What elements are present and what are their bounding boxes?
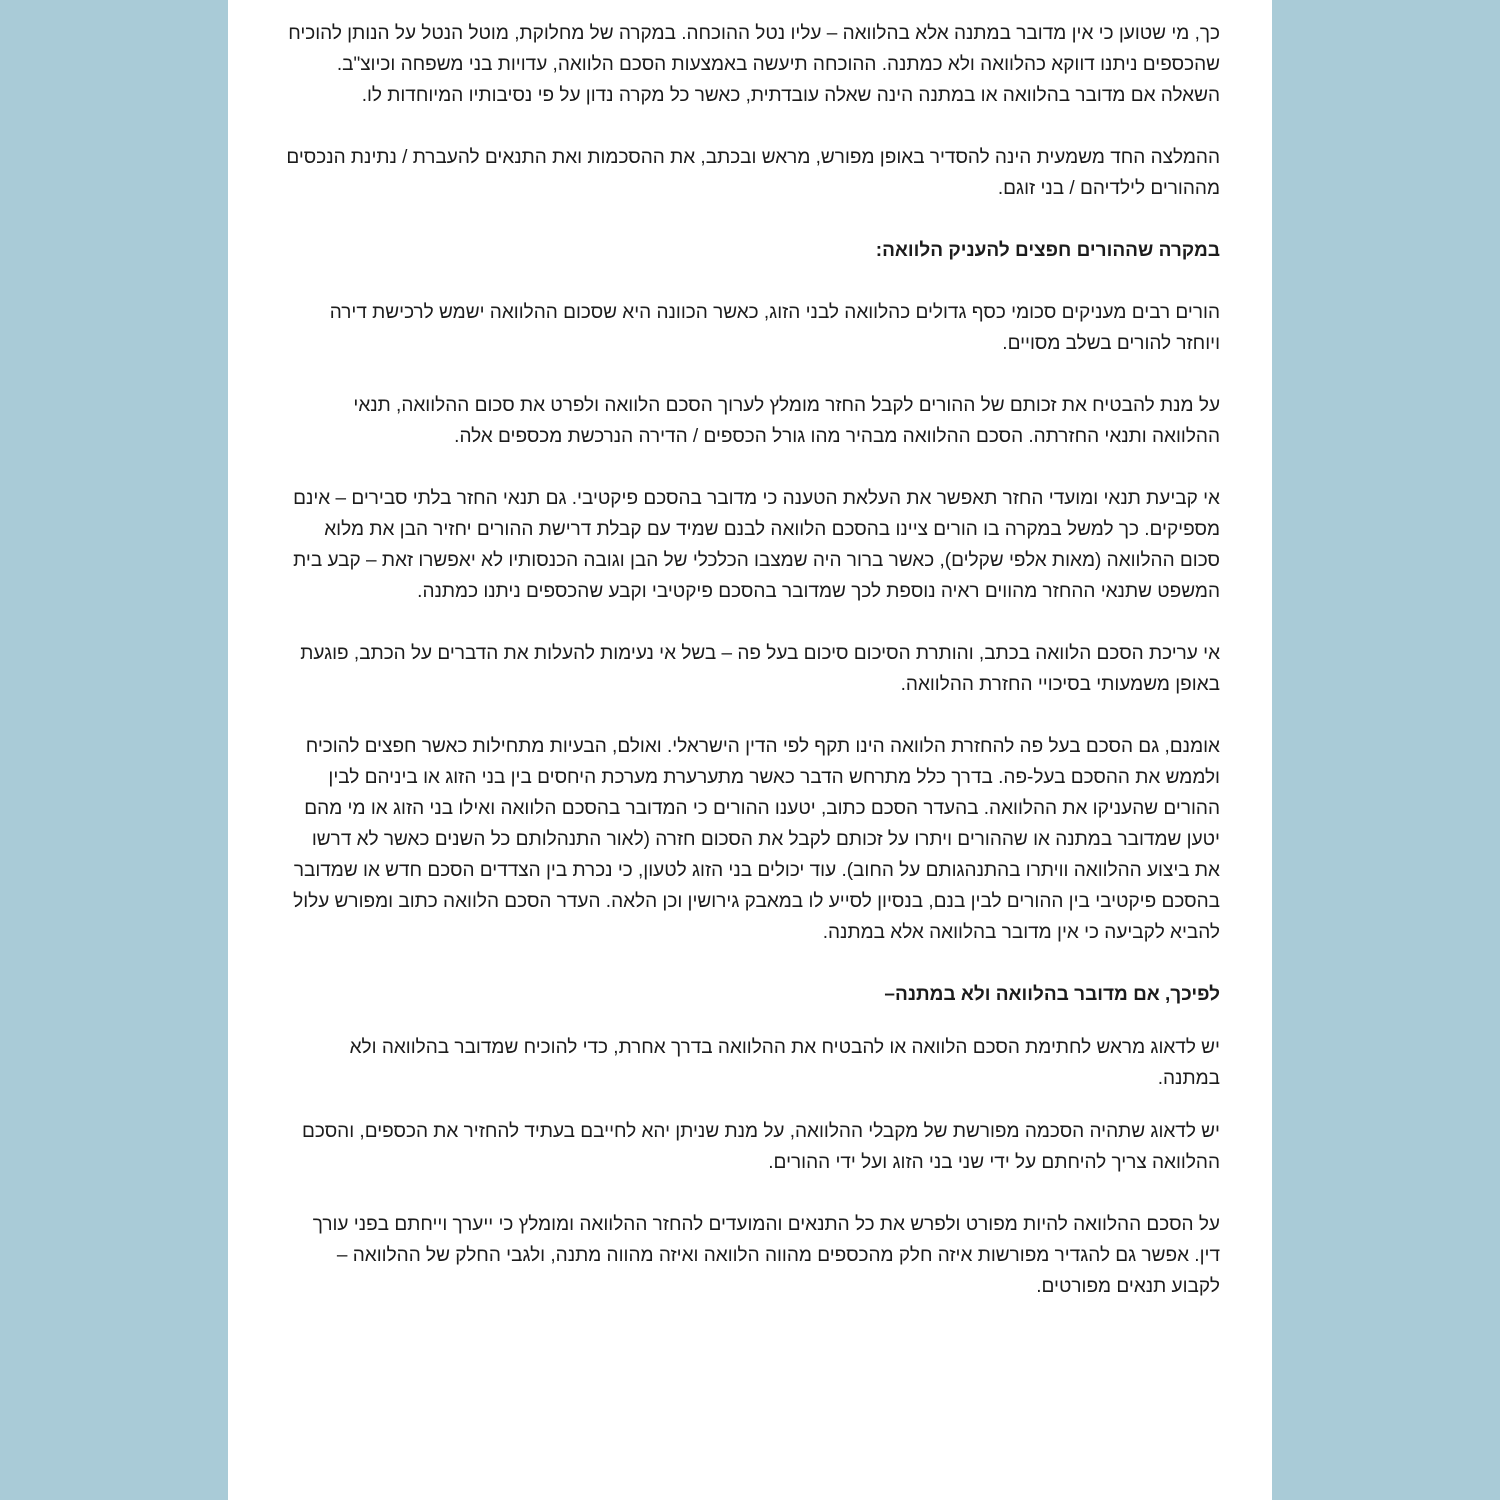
paragraph-recommendation: ההמלצה החד משמעית הינה להסדיר באופן מפורש, מראש ובכתב, את ההסכמות ואת התנאים להעברת / נתינת הנכסים מההורים לילדיהם / בני זוגם. <box>286 147 1220 199</box>
paragraph-loan-agreement: על מנת להבטיח את זכותם של ההורים לקבל החזר מומלץ לערוך הסכם הלוואה ולפרט את סכום ההלוואה, תנאי ההלוואה ותנאי החזרתה. הסכם ההלוואה מבהיר מהו גורל הכספים / הדירה הנרכשת מכספים אלה. <box>353 395 1220 447</box>
paragraph-written-agreement: אי עריכת הסכם הלוואה בכתב, והותרת הסיכום סיכום בעל פה – בשל אי נעימות להעלות את הדברים על הכתב, פוגעת באופן משמעותי בסיכויי החזרת ההלוואה. <box>300 643 1220 695</box>
section-heading-therefore: לפיכך, אם מדובר בהלוואה ולא במתנה– <box>884 984 1220 1005</box>
section-heading-loan: במקרה שההורים חפצים להעניק הלוואה: <box>875 240 1220 261</box>
paragraph-oral-agreement: אומנם, גם הסכם בעל פה להחזרת הלוואה הינו תקף לפי הדין הישראלי. ואולם, הבעיות מתחילות כאשר חפצים להוכיח ולממש את ההסכם בעל-פה. בדרך כלל מתרחש הדבר כאשר מתערערת מערכת היחסים בין בני הזוג או ביניהם לבין ההורים שהעניקו את ההלוואה. בהעדר הסכם כתוב, יטענו ההורים כי המדובר בהסכם הלוואה ואילו בני הזוג או מי מהם יטען שמדובר במתנה או שההורים ויתרו על זכותם לקבל את הסכום חזרה (לאור התנהלותם כל השנים כאשר לא דרשו את ביצוע ההלוואה וויתרו בהתנהגותם על החוב). עוד יכולים בני הזוג לטעון, כי נכרת בין הצדדים הסכם חדש או שמדובר בהסכם פיקטיבי בין ההורים לבין בנם, בנסיון לסייע לו במאבק גירושין וכן הלאה. העדר הסכם הלוואה כתוב ומפורש עלול להביא לקביעה כי אין מדובר בהלוואה אלא במתנה. <box>293 736 1220 943</box>
paragraph-explicit-consent: יש לדאוג שתהיה הסכמה מפורשת של מקבלי ההלוואה, על מנת שניתן יהא לחייבם בעתיד להחזיר את הכספים, והסכם ההלוואה צריך להיחתם על ידי שני בני הזוג ועל ידי ההורים. <box>302 1121 1220 1173</box>
paragraph-sign-in-advance: יש לדאוג מראש לחתימת הסכם הלוואה או להבטיח את ההלוואה בדרך אחרת, כדי להוכיח שמדובר בהלוואה ולא במתנה. <box>349 1037 1220 1089</box>
paragraph-fictitious-agreement: אי קביעת תנאי ומועדי החזר תאפשר את העלאת הטענה כי מדובר בהסכם פיקטיבי. גם תנאי החזר בלתי סבירים – אינם מספיקים. כך למשל במקרה בו הורים ציינו בהסכם הלוואה לבנם שמיד עם קבלת דרישת ההורים יחזיר הבן את מלוא סכום ההלוואה (מאות אלפי שקלים), כאשר ברור היה שמצבו הכלכלי של הבן וגובה הכנסותיו לא יאפשרו זאת – קבע בית המשפט שתנאי ההחזר מהווים ראיה נוספת לכך שמדובר בהסכם פיקטיבי וקבע שהכספים ניתנו כמתנה. <box>293 488 1220 602</box>
paragraph-burden-of-proof: כך, מי שטוען כי אין מדובר במתנה אלא בהלוואה – עליו נטל ההוכחה. במקרה של מחלוקת, מוטל הנטל על הנותן להוכיח שהכספים ניתנו דווקא כהלוואה ולא כמתנה. ההוכחה תיעשה באמצעות הסכם הלוואה, עדויות בני משפחה וכיוצ"ב. השאלה אם מדובר בהלוואה או במתנה הינה שאלה עובדתית, כאשר כל מקרה נדון על פי נסיבותיו המיוחדות לו. <box>288 23 1220 106</box>
paragraph-parents-loans: הורים רבים מעניקים סכומי כסף גדולים כהלוואה לבני הזוג, כאשר הכוונה היא שסכום ההלוואה ישמש לרכישת דירה ויוחזר להורים בשלב מסויים. <box>329 302 1220 354</box>
paragraph-detailed-terms: על הסכם ההלוואה להיות מפורט ולפרש את כל התנאים והמועדים להחזר ההלוואה ומומלץ כי ייערך וייחתם בפני עורך דין. אפשר גם להגדיר מפורשות איזה חלק מהכספים מהווה הלוואה ואיזה מהווה מתנה, ולגבי החלק של ההלוואה – לקבוע תנאים מפורטים. <box>312 1214 1220 1297</box>
document-page <box>228 0 1272 1500</box>
document-body <box>284 18 1220 1333</box>
